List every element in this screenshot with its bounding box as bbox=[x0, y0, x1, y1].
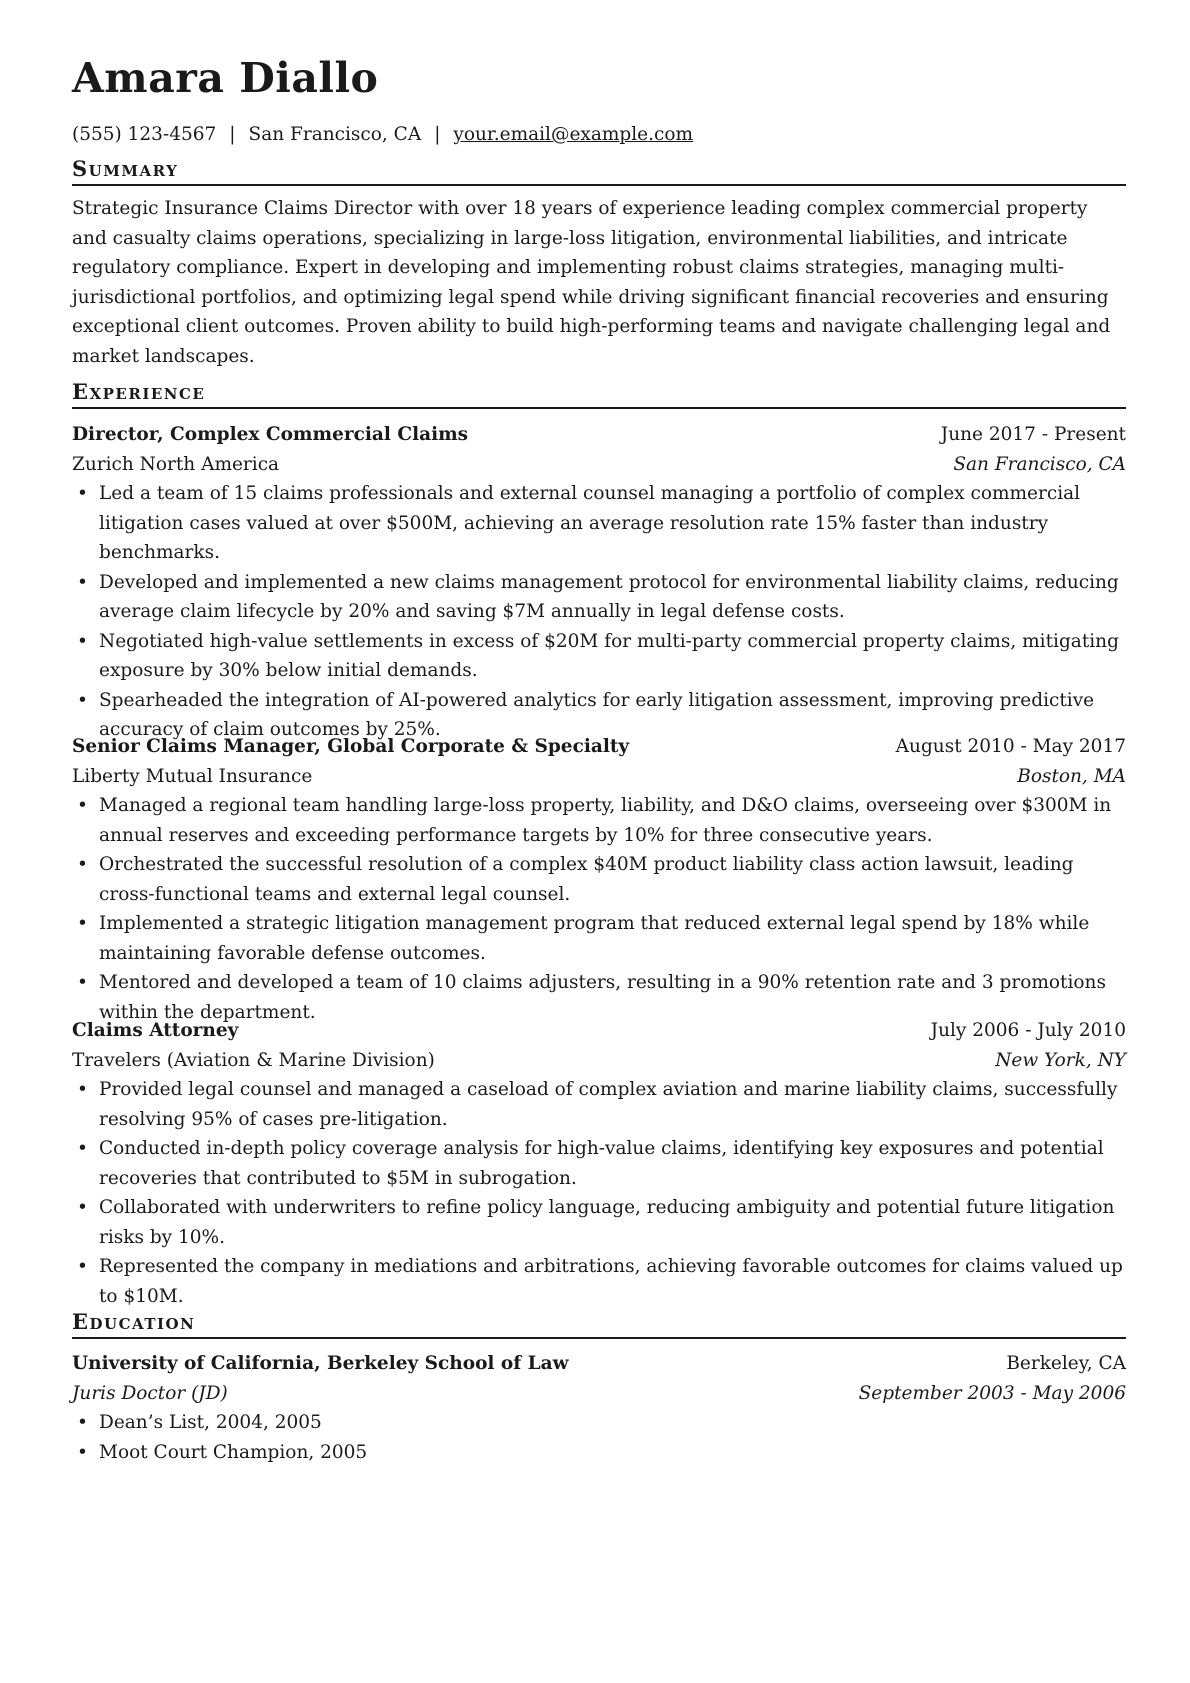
candidate-name: Amara Diallo bbox=[72, 54, 379, 102]
job-entry bbox=[72, 732, 1126, 1027]
list-item: • Spearheaded the integration of AI-powered analytics for early litigation assessment, improving predictive accuracy of claim outcomes by 25%. bbox=[72, 686, 1126, 745]
job-title: Director, Complex Commercial Claims bbox=[72, 424, 469, 445]
education-dates: September 2003 - May 2006 bbox=[858, 1382, 1126, 1404]
list-item: • Managed a regional team handling large-loss property, liability, and D&O claims, overseeing over $300M in annual reserves and exceeding performance targets by 10% for three consecutive years. bbox=[72, 791, 1126, 850]
school-name: University of California, Berkeley School of Law bbox=[72, 1353, 569, 1374]
company-name: Liberty Mutual Insurance bbox=[72, 765, 313, 787]
list-item: • Dean’s List, 2004, 2005 bbox=[72, 1408, 1126, 1438]
summary-text: Strategic Insurance Claims Director with over 18 years of experience leading complex commercial property and casualty claims operations, specializing in large-loss litigation, environmental liabilities, and intricate regulatory compliance. Expert in developing and implementing robust claims strategies, managing multi-jurisdictional portfolios, and optimizing legal spend while driving significant financial recoveries and ensuring exceptional client outcomes. Proven ability to build high-performing teams and navigate challenging legal and market landscapes. bbox=[72, 198, 1111, 367]
section-divider bbox=[72, 407, 1126, 409]
section-divider bbox=[72, 1337, 1126, 1339]
education-entry bbox=[72, 1349, 1126, 1467]
list-item: • Mentored and developed a team of 10 claims adjusters, resulting in a 90% retention rate and 3 promotions within the department. bbox=[72, 968, 1126, 1027]
contact-separator: | bbox=[229, 124, 236, 145]
job-bullets bbox=[72, 1075, 1126, 1311]
email-link[interactable]: your.email@example.com bbox=[453, 124, 694, 145]
job-entry bbox=[72, 420, 1126, 745]
contact-line bbox=[72, 122, 693, 148]
job-dates: July 2006 - July 2010 bbox=[930, 1020, 1126, 1041]
phone-number: (555) 123-4567 bbox=[72, 124, 217, 145]
education-bullets bbox=[72, 1408, 1126, 1467]
job-entry bbox=[72, 1016, 1126, 1311]
company-name: Travelers (Aviation & Marine Division) bbox=[72, 1049, 435, 1071]
list-item: • Negotiated high-value settlements in excess of $20M for multi-party commercial property claims, mitigating exposure by 30% below initial demands. bbox=[72, 627, 1126, 686]
school-location: Berkeley, CA bbox=[1006, 1353, 1126, 1374]
job-title: Claims Attorney bbox=[72, 1020, 239, 1041]
list-item: • Represented the company in mediations and arbitrations, achieving favorable outcomes for claims valued up to $10M. bbox=[72, 1252, 1126, 1311]
list-item: • Implemented a strategic litigation management program that reduced external legal spend by 18% while maintaining favorable defense outcomes. bbox=[72, 909, 1126, 968]
degree: Juris Doctor (JD) bbox=[72, 1382, 228, 1404]
job-title: Senior Claims Manager, Global Corporate & Specialty bbox=[72, 736, 630, 757]
experience-section bbox=[72, 378, 1126, 409]
job-dates: June 2017 - Present bbox=[940, 424, 1126, 445]
contact-location: San Francisco, CA bbox=[248, 124, 422, 145]
job-bullets bbox=[72, 479, 1126, 745]
section-title: Education bbox=[72, 1309, 196, 1334]
list-item: • Led a team of 15 claims professionals and external counsel managing a portfolio of complex commercial litigation cases valued at over $500M, achieving an average resolution rate 15% faster than industry benchmarks. bbox=[72, 479, 1126, 568]
list-item: • Developed and implemented a new claims management protocol for environmental liability claims, reducing average claim lifecycle by 20% and saving $7M annually in legal defense costs. bbox=[72, 568, 1126, 627]
job-location: Boston, MA bbox=[1017, 765, 1126, 787]
job-bullets bbox=[72, 791, 1126, 1027]
list-item: • Moot Court Champion, 2005 bbox=[72, 1438, 1126, 1468]
list-item: • Conducted in-depth policy coverage analysis for high-value claims, identifying key exposures and potential recoveries that contributed to $5M in subrogation. bbox=[72, 1134, 1126, 1193]
job-dates: August 2010 - May 2017 bbox=[895, 736, 1126, 757]
list-item: • Provided legal counsel and managed a caseload of complex aviation and marine liability claims, successfully resolving 95% of cases pre-litigation. bbox=[72, 1075, 1126, 1134]
job-location: San Francisco, CA bbox=[953, 453, 1126, 475]
summary-section bbox=[72, 155, 1126, 371]
company-name: Zurich North America bbox=[72, 453, 280, 475]
education-section bbox=[72, 1308, 1126, 1339]
section-title: Experience bbox=[72, 379, 206, 404]
list-item: • Orchestrated the successful resolution of a complex $40M product liability class action lawsuit, leading cross-functional teams and external legal counsel. bbox=[72, 850, 1126, 909]
contact-separator: | bbox=[434, 124, 441, 145]
list-item: • Collaborated with underwriters to refine policy language, reducing ambiguity and potential future litigation risks by 10%. bbox=[72, 1193, 1126, 1252]
section-title: Summary bbox=[72, 156, 179, 181]
job-location: New York, NY bbox=[995, 1049, 1126, 1071]
section-divider bbox=[72, 184, 1126, 186]
